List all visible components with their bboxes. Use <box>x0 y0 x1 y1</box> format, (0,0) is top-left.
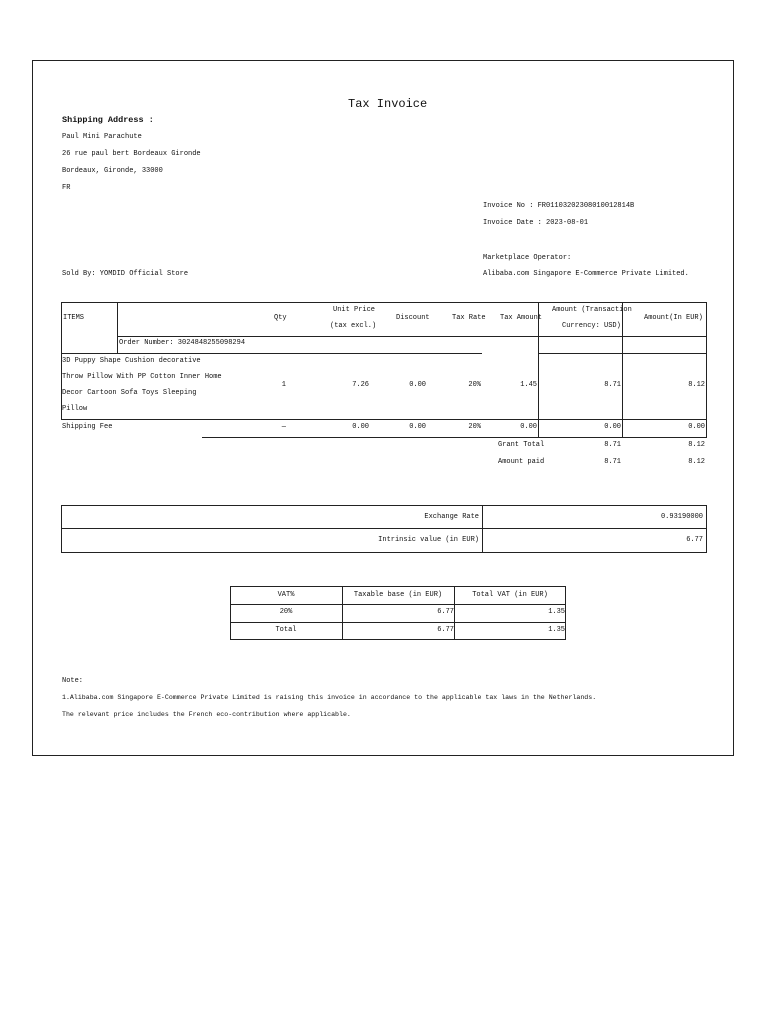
invoice-number: Invoice No : FR01103202308010012814B <box>483 202 635 210</box>
shipping-tax-rate: 20% <box>468 423 481 431</box>
exchange-rate-value: 0.93190000 <box>660 513 703 521</box>
product-qty: 1 <box>281 381 286 389</box>
vat-row-rate: 20% <box>279 608 293 616</box>
shipping-amount-eur: 0.00 <box>688 423 705 431</box>
order-number: Order Number: 3024848255098294 <box>119 339 246 347</box>
note-line-1: 1.Alibaba.com Singapore E-Commerce Private Limited is raising this invoice in accordance to the applicable tax laws in the Netherlands. <box>62 694 597 701</box>
vat-row-base: 6.77 <box>437 608 454 616</box>
shipping-address-label: Shipping Address : <box>62 115 154 125</box>
note-line-2: The relevant price includes the French eco-contribution where applicable. <box>62 711 351 718</box>
col-header-amount-usd-sub: Currency: USD) <box>562 322 621 330</box>
product-name-line: Decor Cartoon Sofa Toys Sleeping <box>62 389 197 397</box>
grand-total-usd: 8.71 <box>604 441 621 449</box>
sold-by: Sold By: YOMDID Official Store <box>62 270 189 278</box>
note-label: Note: <box>62 677 84 685</box>
shipping-discount: 0.00 <box>409 423 426 431</box>
vat-total-base: 6.77 <box>437 626 454 634</box>
shipping-unit-price: 0.00 <box>352 423 369 431</box>
vat-header-base: Taxable base (in EUR) <box>353 591 443 599</box>
exchange-table <box>61 505 707 553</box>
address-line: FR <box>62 184 71 192</box>
address-line: Paul Mini Parachute <box>62 133 142 141</box>
shipping-qty: — <box>281 423 286 431</box>
product-tax-rate: 20% <box>468 381 481 389</box>
col-header-unit-price: Unit Price <box>333 306 376 314</box>
col-header-tax-amount: Tax Amount <box>500 314 543 322</box>
product-name-line: Pillow <box>62 405 88 413</box>
col-header-tax-rate: Tax Rate <box>452 314 486 322</box>
col-header-unit-price-sub: (tax excl.) <box>330 322 377 330</box>
amount-paid-eur: 8.12 <box>688 458 705 466</box>
vat-header-total: Total VAT (in EUR) <box>472 591 548 599</box>
shipping-amount-usd: 0.00 <box>604 423 621 431</box>
vat-header-rate: VAT% <box>277 591 295 599</box>
vat-row-total: 1.35 <box>548 608 565 616</box>
address-line: Bordeaux, Gironde, 33000 <box>62 167 163 175</box>
amount-paid-label: Amount paid <box>498 458 545 466</box>
col-header-discount: Discount <box>396 314 430 322</box>
product-name-line: 3D Puppy Shape Cushion decorative <box>62 357 201 365</box>
invoice-date: Invoice Date : 2023-08-01 <box>483 219 589 227</box>
product-unit-price: 7.26 <box>352 381 369 389</box>
shipping-tax-amount: 0.00 <box>520 423 537 431</box>
vat-total-label: Total <box>275 626 297 634</box>
grand-total-eur: 8.12 <box>688 441 705 449</box>
product-discount: 0.00 <box>409 381 426 389</box>
product-amount-usd: 8.71 <box>604 381 621 389</box>
exchange-rate-label: Exchange Rate <box>424 513 479 521</box>
invoice-frame <box>32 60 734 756</box>
address-line: 26 rue paul bert Bordeaux Gironde <box>62 150 201 158</box>
marketplace-label: Marketplace Operator: <box>483 254 572 262</box>
invoice-title: Tax Invoice <box>348 97 428 111</box>
intrinsic-value-label: Intrinsic value (in EUR) <box>378 536 479 544</box>
marketplace-name: Alibaba.com Singapore E-Commerce Private Limited. <box>483 270 689 278</box>
intrinsic-value: 6.77 <box>686 536 703 544</box>
product-name-line: Throw Pillow With PP Cotton Inner Home <box>62 373 222 381</box>
col-header-amount-eur: Amount(In EUR) <box>644 314 703 322</box>
col-header-qty: Qty <box>274 314 287 322</box>
shipping-fee-label: Shipping Fee <box>62 423 113 431</box>
col-header-amount-usd: Amount (Transaction <box>552 306 632 314</box>
product-amount-eur: 8.12 <box>688 381 705 389</box>
product-tax-amount: 1.45 <box>520 381 537 389</box>
col-header-items: ITEMS <box>63 314 85 322</box>
vat-total-vat: 1.35 <box>548 626 565 634</box>
amount-paid-usd: 8.71 <box>604 458 621 466</box>
grand-total-label: Grant Total <box>498 441 545 449</box>
